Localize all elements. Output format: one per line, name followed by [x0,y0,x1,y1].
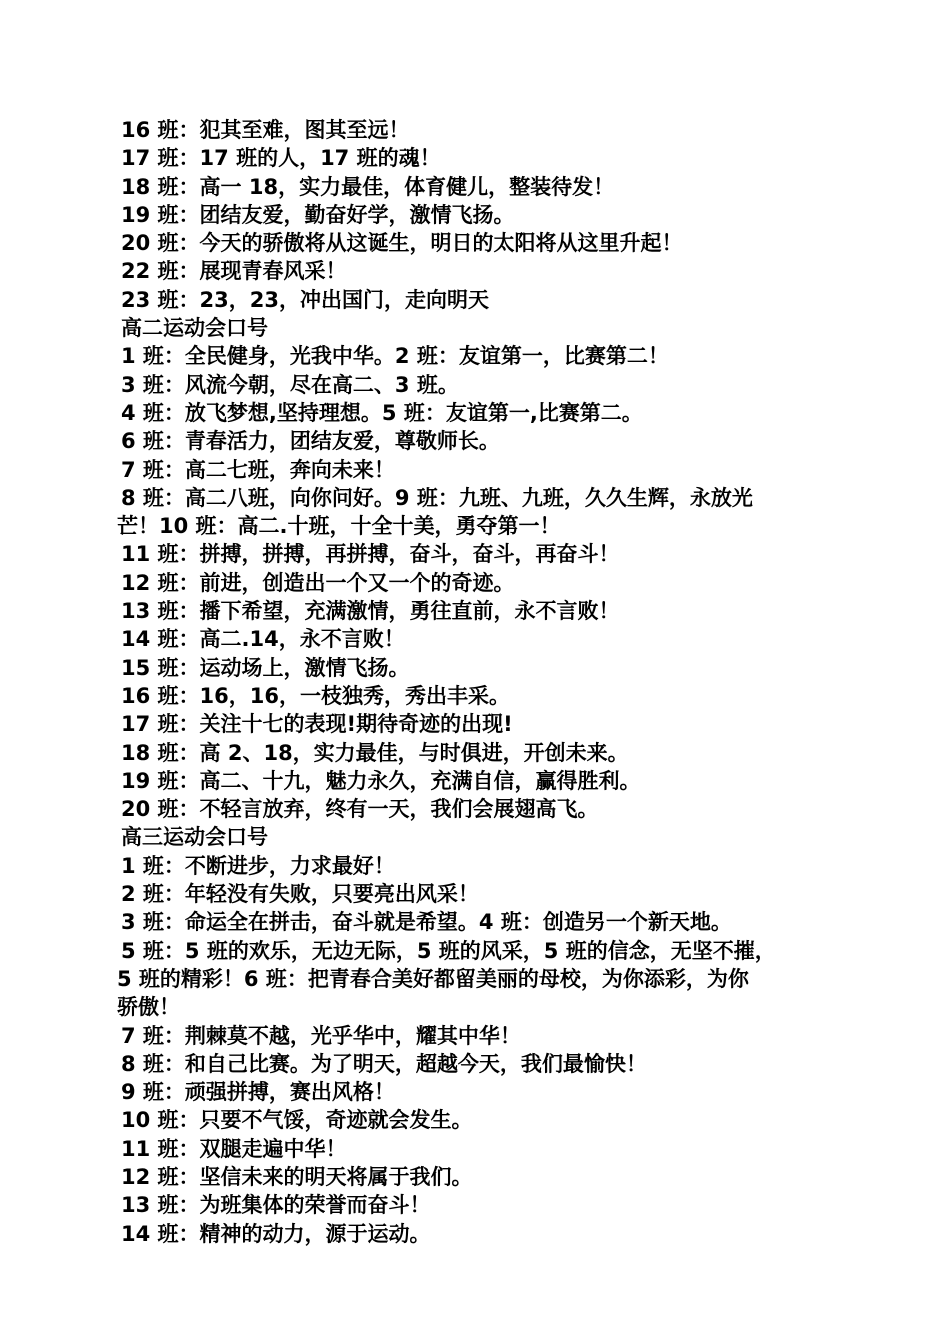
section-heading: 高三运动会口号 [121,825,268,850]
slogan-line: 9 班：顽强拼搏，赛出风格！ [121,1080,395,1105]
slogan-line: 芒！10 班：高二.十班，十全十美，勇夺第一！ [117,514,561,539]
slogan-line: 17 班：关注十七的表现!期待奇迹的出现! [121,712,513,737]
slogan-line: 3 班：命运全在拼击，奋斗就是希望。4 班：创造另一个新天地。 [121,910,732,935]
section-heading: 高二运动会口号 [121,316,268,341]
slogan-line: 6 班：青春活力，团结友爱，尊敬师长。 [121,429,500,454]
slogan-line: 23 班：23，23，冲出国门，走向明天 [121,287,489,312]
slogan-line: 19 班：高二、十九，魅力永久，充满自信，赢得胜利。 [121,768,641,793]
slogan-line: 22 班：展现青春风采！ [121,259,347,284]
slogan-line: 16 班：16，16，一枝独秀，秀出丰采。 [121,683,510,708]
slogan-line: 20 班：不轻言放弃，终有一天，我们会展翅高飞。 [121,797,599,822]
slogan-line: 5 班的精彩！6 班：把青春合美好都留美丽的母校，为你添彩，为你 [117,966,749,991]
slogan-line: 12 班：前进，创造出一个又一个的奇迹。 [121,570,515,595]
slogan-line: 1 班：不断进步，力求最好！ [121,853,395,878]
slogan-line: 8 班：和自己比赛。为了明天，超越今天，我们最愉快！ [121,1051,647,1076]
slogan-line: 14 班：高二.14，永不言败！ [121,627,405,652]
slogan-line: 1 班：全民健身，光我中华。2 班：友谊第一，比赛第二！ [121,344,669,369]
slogan-line: 7 班：高二七班，奔向未来！ [121,457,395,482]
slogan-line: 8 班：高二八班，向你问好。9 班：九班、九班，久久生辉，永放光 [121,485,753,510]
slogan-line: 12 班：坚信未来的明天将属于我们。 [121,1164,473,1189]
slogan-line: 5 班：5 班的欢乐，无边无际，5 班的风采，5 班的信念，无坚不摧， [121,938,776,963]
slogan-line: 13 班：为班集体的荣誉而奋斗！ [121,1193,431,1218]
slogan-line: 18 班：高一 18，实力最佳，体育健儿，整装待发！ [121,174,615,199]
slogan-line: 11 班：拼搏，拼搏，再拼搏，奋斗，奋斗，再奋斗！ [121,542,620,567]
slogan-line: 2 班：年轻没有失败，只要亮出风采！ [121,882,479,907]
slogan-line: 15 班：运动场上，激情飞扬。 [121,655,410,680]
slogan-line: 10 班：只要不气馁，奇迹就会发生。 [121,1108,473,1133]
slogan-line: 20 班：今天的骄傲将从这诞生，明日的太阳将从这里升起！ [121,231,683,256]
slogan-line: 4 班：放飞梦想,坚持理想。5 班：友谊第一,比赛第二。 [121,400,643,425]
slogan-line: 3 班：风流今朝，尽在高二、3 班。 [121,372,459,397]
slogan-line: 19 班：团结友爱，勤奋好学，激情飞扬。 [121,202,515,227]
slogan-line: 13 班：播下希望，充满激情，勇往直前，永不言败！ [121,599,620,624]
slogan-line: 16 班：犯其至难，图其至远！ [121,118,410,142]
slogan-line: 17 班：17 班的人，17 班的魂！ [121,146,441,171]
slogan-list [117,116,837,1248]
slogan-line: 18 班：高 2、18，实力最佳，与时俱进，开创未来。 [121,740,629,765]
slogan-line: 11 班：双腿走遍中华！ [121,1136,347,1161]
slogan-line: 7 班：荆棘莫不越，光乎华中，耀其中华！ [121,1023,521,1048]
slogan-line: 14 班：精神的动力，源于运动。 [121,1221,431,1246]
slogan-line: 骄傲！ [117,995,180,1020]
